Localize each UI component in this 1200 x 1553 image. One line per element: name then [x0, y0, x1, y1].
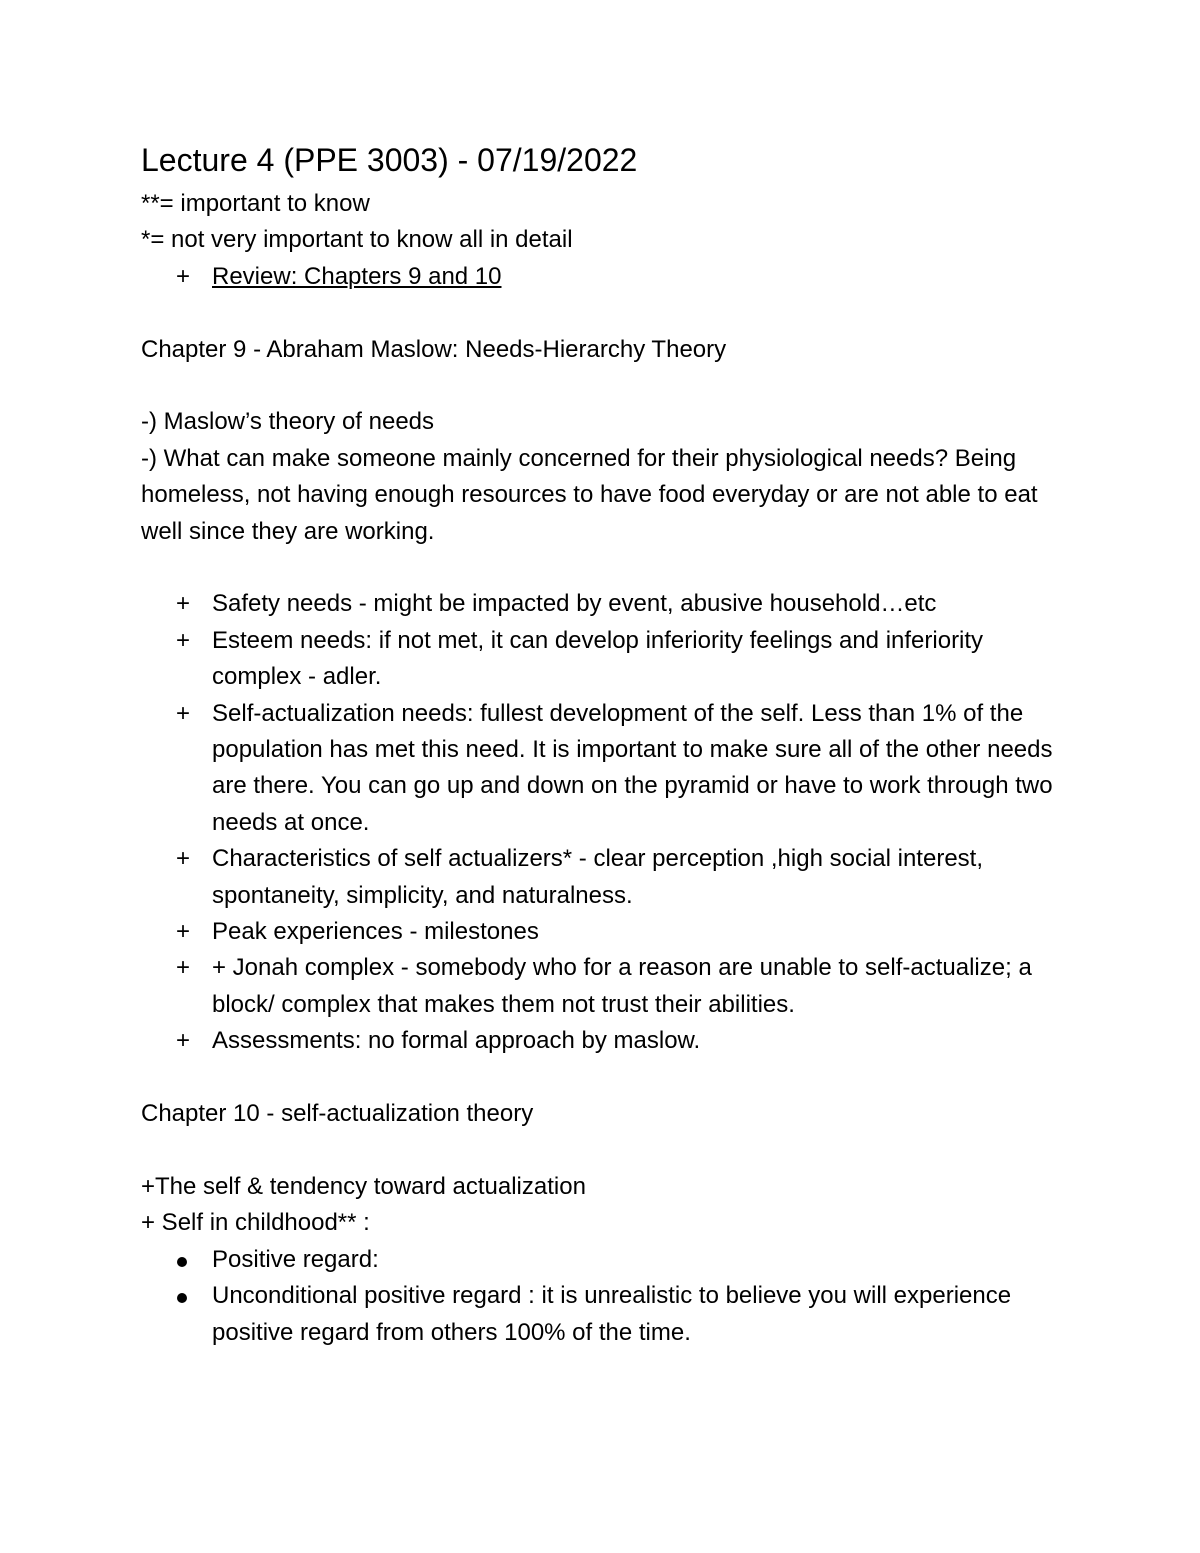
list-item — [141, 1023, 1061, 1059]
list-item — [141, 586, 1061, 622]
plus-marker: + — [176, 918, 191, 946]
list-item — [141, 1278, 1061, 1351]
chapter9-heading: Chapter 9 - Abraham Maslow: Needs-Hierarchy Theory — [141, 335, 727, 363]
chapter9-point: -) Maslow’s theory of needs — [141, 408, 435, 436]
plus-marker: + — [176, 262, 191, 290]
page-title: Lecture 4 (PPE 3003) - 07/19/2022 — [141, 142, 638, 178]
review-text: Review: Chapters 9 and 10 — [212, 262, 502, 290]
chapter10-point: +The self & tendency toward actualization — [141, 1172, 586, 1200]
chapter10-heading: Chapter 10 - self-actualization theory — [141, 1100, 534, 1128]
chapter10-point: + Self in childhood** : — [141, 1209, 370, 1237]
legend-important: **= important to know — [141, 190, 370, 217]
list-item-text: Unconditional positive regard : it is unrealistic to believe you will experience positive regard from others 100% of the time. — [212, 1282, 1012, 1346]
list-item-text: Peak experiences - milestones — [212, 918, 539, 946]
bullet-dot-icon — [177, 1257, 187, 1267]
chapter9-point: -) What can make someone mainly concerned for their physiological needs? Being homeless, not having enough resources to have food everyday or are not able to eat well since they are working. — [141, 444, 1045, 545]
review-list — [141, 259, 1061, 295]
chapter10-bullet-list — [141, 1242, 1061, 1351]
list-item — [141, 914, 1061, 950]
plus-marker: + — [176, 626, 191, 654]
list-item-text: Characteristics of self actualizers* - clear perception ,high social interest, spontaneity, simplicity, and naturalness. — [212, 845, 983, 909]
spacer — [141, 1060, 1061, 1096]
list-item-text: Esteem needs: if not met, it can develop inferiority feelings and inferiority complex - adler. — [212, 626, 984, 691]
list-item-text: Safety needs - might be impacted by event, abusive household…etc — [212, 590, 937, 618]
list-item — [141, 950, 1061, 1023]
spacer — [141, 295, 1061, 331]
plus-marker: + — [176, 699, 191, 727]
spacer — [141, 1133, 1061, 1169]
chapter9-needs-list — [141, 586, 1061, 1059]
list-item-text: Positive regard: — [212, 1245, 379, 1273]
list-item — [141, 1242, 1061, 1278]
plus-marker: + — [176, 845, 191, 873]
plus-marker: + — [176, 1027, 191, 1055]
spacer — [141, 550, 1061, 586]
spacer — [141, 368, 1061, 404]
bullet-dot-icon — [177, 1293, 187, 1303]
document-page — [141, 138, 1061, 1351]
plus-marker: + — [176, 590, 191, 618]
list-item-text: Self-actualization needs: fullest development of the self. Less than 1% of the population has met this need. It is important to make sure all of the other needs are there. You can go up and down on the pyramid or have to work through two needs at once. — [212, 699, 1053, 836]
legend-not-important: *= not very important to know all in detail — [141, 226, 573, 254]
list-item-text: Assessments: no formal approach by maslow. — [212, 1027, 701, 1055]
list-item — [141, 259, 1061, 295]
list-item — [141, 841, 1061, 914]
list-item — [141, 696, 1061, 842]
plus-marker: + — [176, 954, 191, 982]
list-item — [141, 623, 1061, 696]
list-item-text: + Jonah complex - somebody who for a reason are unable to self-actualize; a block/ complex that makes them not trust their abilities. — [212, 954, 1032, 1018]
